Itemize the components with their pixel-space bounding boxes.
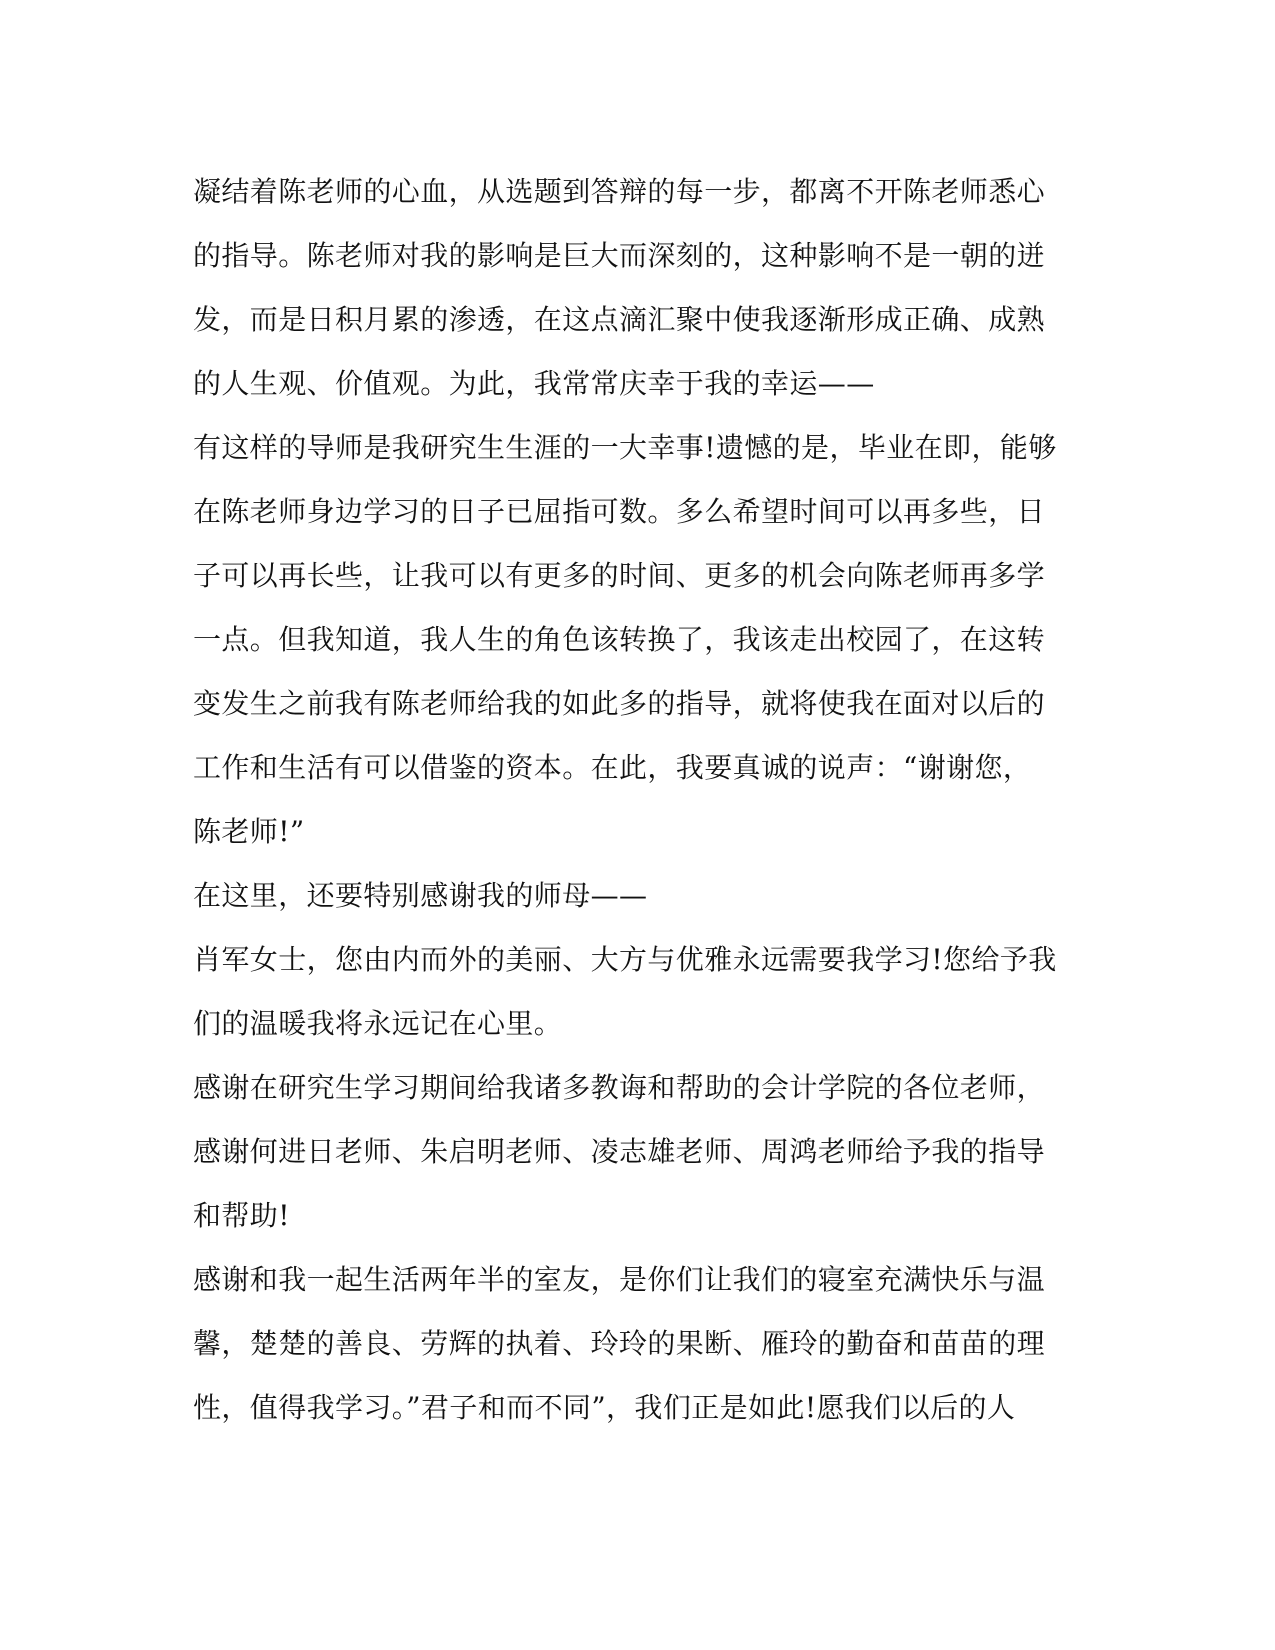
text-line: 工作和生活有可以借鉴的资本。在此，我要真诚的说声：“谢谢您， — [193, 751, 1032, 784]
document-body — [193, 160, 1093, 1440]
text-line: 子可以再长些，让我可以有更多的时间、更多的机会向陈老师再多学 — [193, 559, 1046, 592]
text-line: 陈老师!” — [193, 815, 305, 848]
text-line: 有这样的导师是我研究生生涯的一大幸事!遗憾的是，毕业在即，能够 — [193, 431, 1057, 464]
text-line: 凝结着陈老师的心血，从选题到答辩的每一步，都离不开陈老师悉心 — [193, 175, 1046, 208]
text-line: 的指导。陈老师对我的影响是巨大而深刻的，这种影响不是一朝的迸 — [193, 239, 1046, 272]
text-line: 发，而是日积月累的渗透，在这点滴汇聚中使我逐渐形成正确、成熟 — [193, 303, 1046, 336]
text-line: 的人生观、价值观。为此，我常常庆幸于我的幸运—— — [193, 367, 875, 400]
text-line: 们的温暖我将永远记在心里。 — [193, 1007, 563, 1040]
text-line: 在陈老师身边学习的日子已屈指可数。多么希望时间可以再多些，日 — [193, 495, 1046, 528]
text-line: 感谢在研究生学习期间给我诸多教诲和帮助的会计学院的各位老师， — [193, 1071, 1046, 1104]
text-line: 馨，楚楚的善良、劳辉的执着、玲玲的果断、雁玲的勤奋和苗苗的理 — [193, 1327, 1046, 1360]
text-line: 和帮助! — [193, 1199, 290, 1232]
text-line: 感谢何进日老师、朱启明老师、凌志雄老师、周鸿老师给予我的指导 — [193, 1135, 1046, 1168]
text-line: 一点。但我知道，我人生的角色该转换了，我该走出校园了，在这转 — [193, 623, 1046, 656]
text-line: 在这里，还要特别感谢我的师母—— — [193, 879, 648, 912]
text-line: 性，值得我学习。”君子和而不同”，我们正是如此!愿我们以后的人 — [193, 1391, 1016, 1424]
text-line: 感谢和我一起生活两年半的室友，是你们让我们的寝室充满快乐与温 — [193, 1263, 1046, 1296]
text-line: 变发生之前我有陈老师给我的如此多的指导，就将使我在面对以后的 — [193, 687, 1046, 720]
text-line: 肖军女士，您由内而外的美丽、大方与优雅永远需要我学习!您给予我 — [193, 943, 1057, 976]
